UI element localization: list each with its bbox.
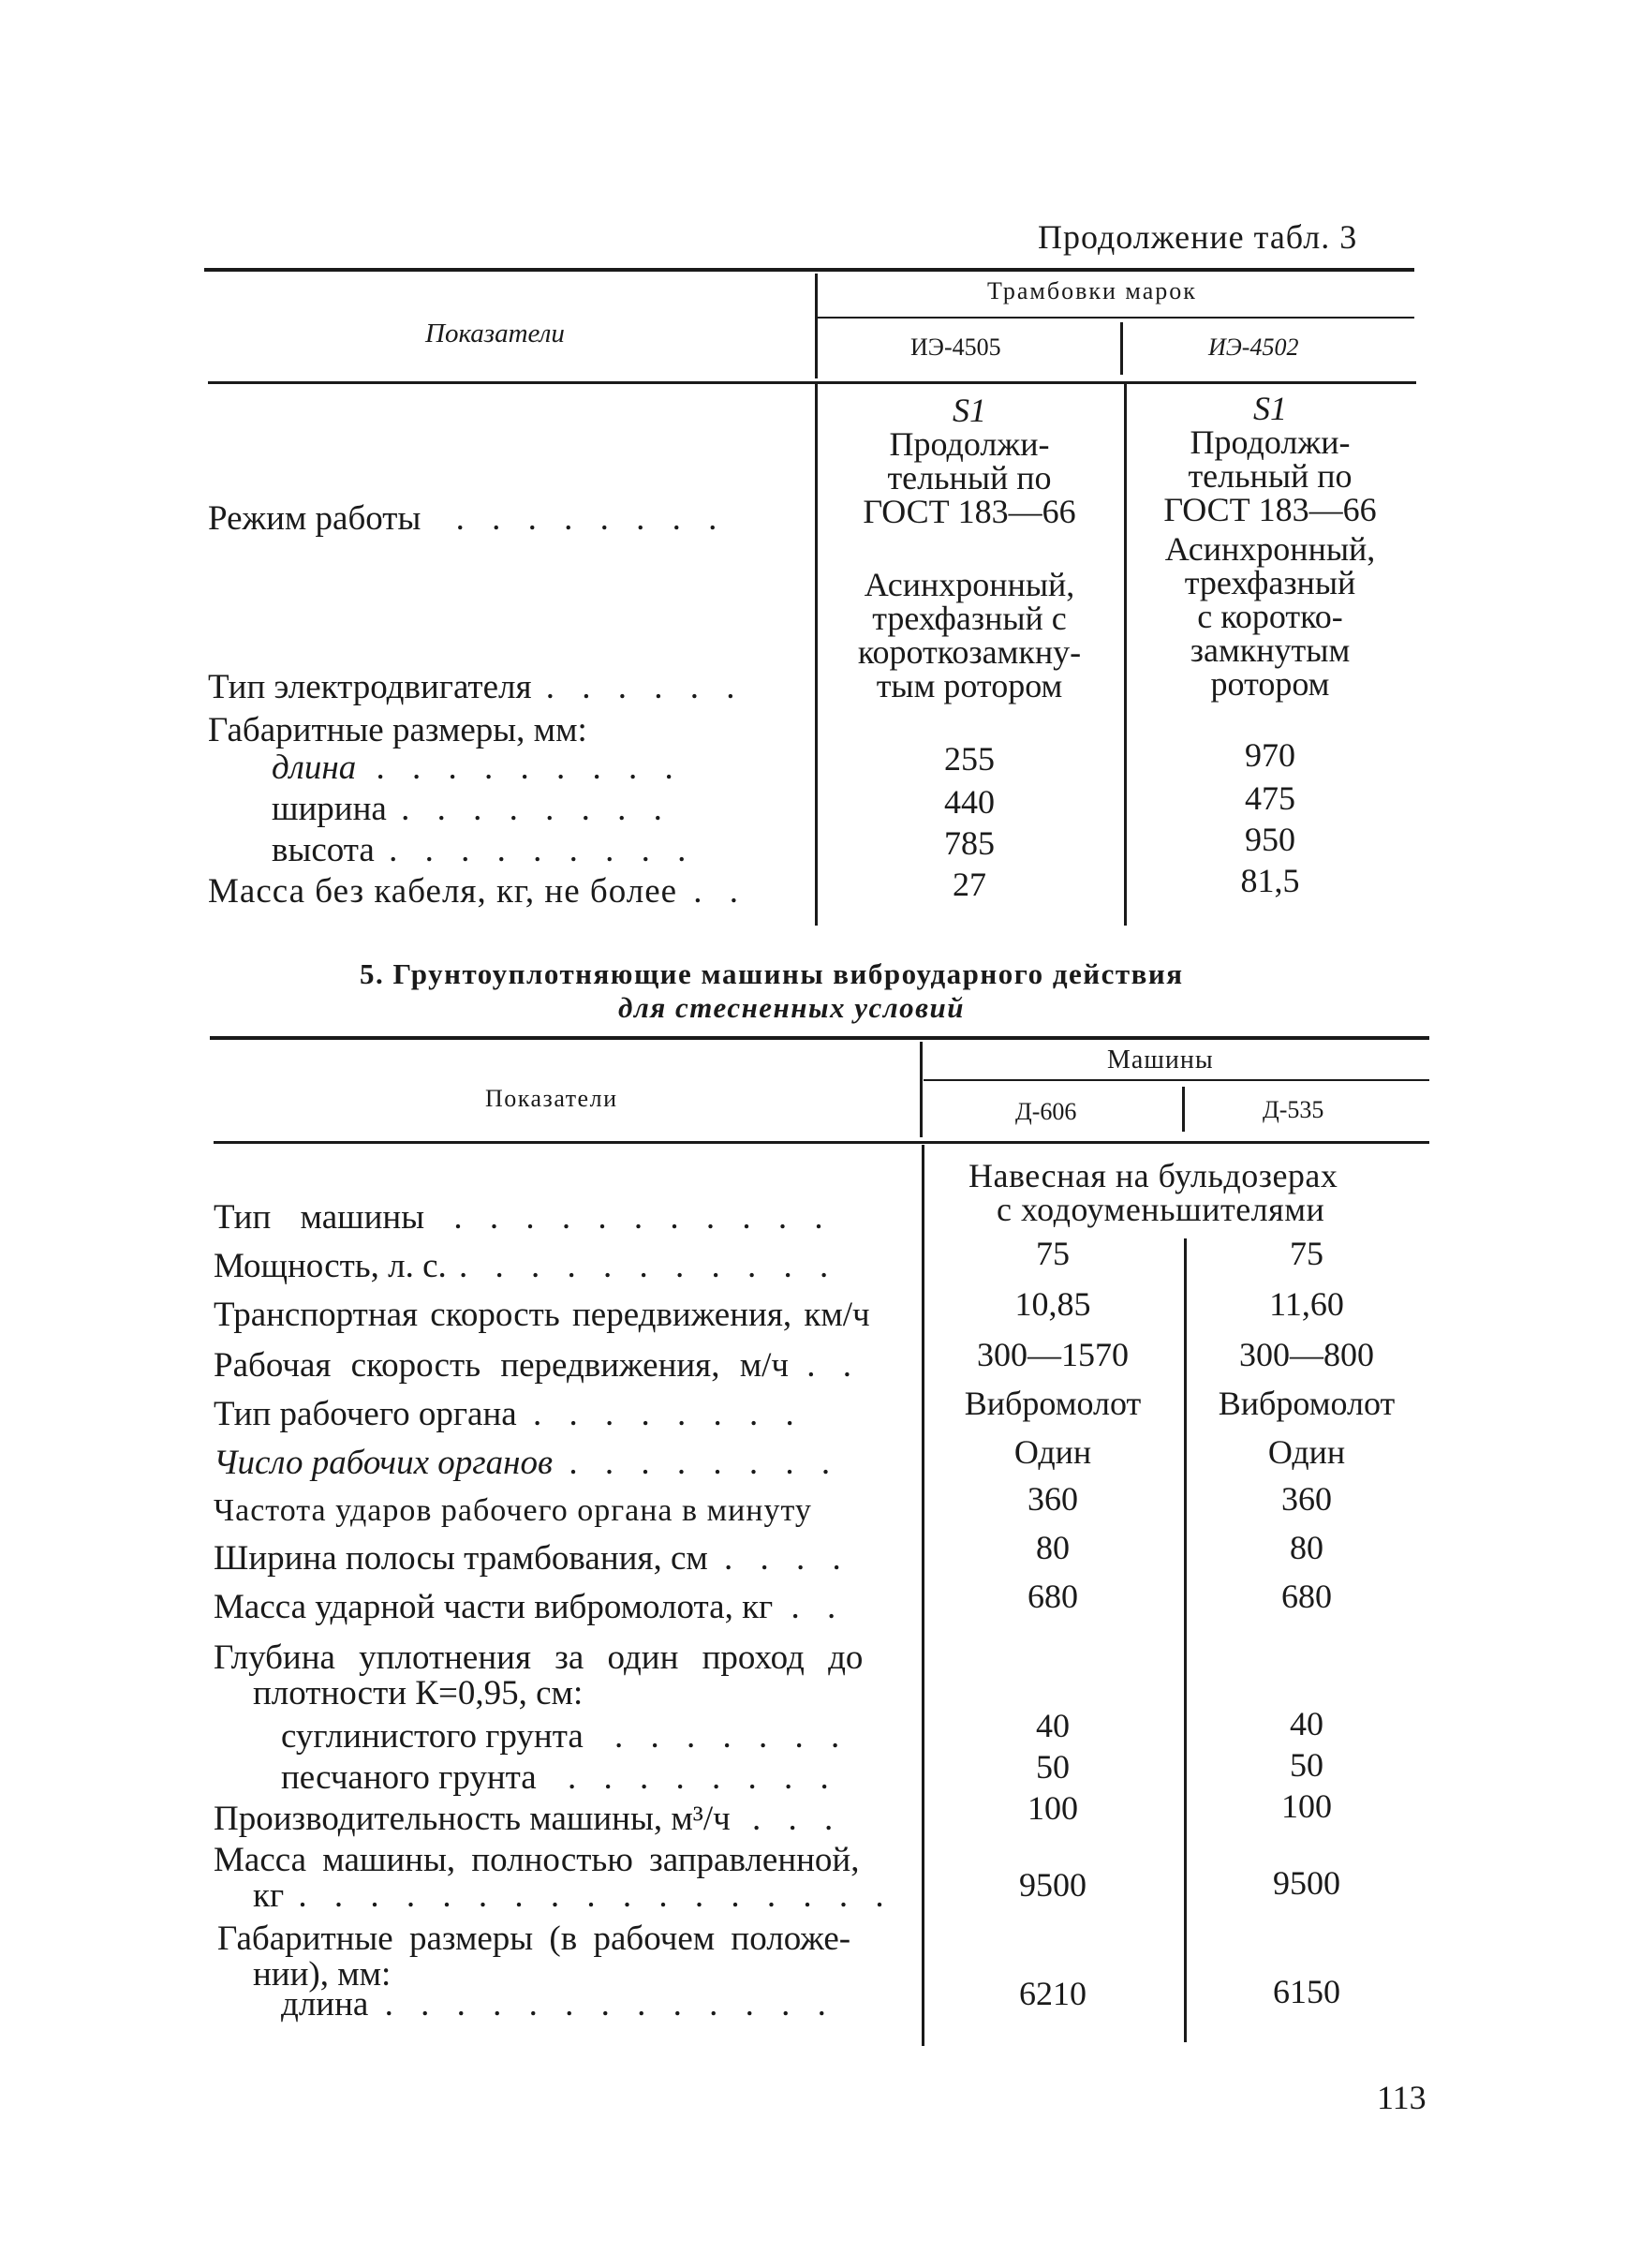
motor-col1-line: короткозамкну- bbox=[857, 633, 1082, 671]
table5-top-rule bbox=[210, 1036, 1429, 1040]
table3-motor-col1 bbox=[824, 568, 1115, 703]
row-label: Масса машины, полностью заправленной, bbox=[214, 1841, 860, 1879]
row-label: Глубина уплотнения за один проход до bbox=[214, 1638, 864, 1677]
table5-value: 40 bbox=[1036, 1707, 1070, 1744]
mode-col2-line: ГОСТ 183—66 bbox=[1163, 491, 1377, 528]
mode-col1-line: ГОСТ 183—66 bbox=[863, 493, 1076, 530]
table3-vline-mid-header bbox=[1120, 322, 1123, 375]
table3-value: 785 bbox=[944, 824, 995, 862]
table5-value: 9500 bbox=[1019, 1866, 1087, 1904]
row-dots: . . . . . . . . . . . . . bbox=[384, 1985, 835, 2023]
table3-row bbox=[208, 871, 747, 912]
table5-value: 360 bbox=[1281, 1480, 1332, 1518]
row-dots: . . . . . . . . bbox=[567, 1758, 838, 1797]
table5-vline-mid-body bbox=[1184, 1238, 1187, 2042]
table5-value: 75 bbox=[1290, 1235, 1323, 1272]
row-label: плотности К=0,95, см: bbox=[253, 1674, 584, 1712]
table5-row bbox=[214, 1197, 833, 1238]
table5-row bbox=[214, 1490, 812, 1530]
table5-value: 50 bbox=[1290, 1746, 1323, 1784]
row-dots: . . bbox=[806, 1346, 861, 1385]
table5-value: 75 bbox=[1036, 1235, 1070, 1272]
row-label: Режим работы bbox=[208, 499, 421, 538]
table5-row bbox=[214, 1538, 850, 1579]
row-label: Тип электродвигателя bbox=[208, 668, 532, 706]
motor-col1-line: тым ротором bbox=[876, 667, 1063, 704]
table3-value: 81,5 bbox=[1240, 862, 1300, 899]
row-dots: . . . . . . . . bbox=[532, 1395, 804, 1433]
table5-row bbox=[281, 1984, 835, 2024]
table3-header-rule bbox=[208, 381, 1416, 384]
table5-col1-header: Д-606 bbox=[1015, 1098, 1077, 1125]
row-dots: . . . bbox=[751, 1800, 843, 1838]
table3-mode-col2 bbox=[1130, 392, 1411, 526]
row-dots: . . . . . . bbox=[545, 668, 745, 706]
motor-col1-line: Асинхронный, bbox=[864, 566, 1075, 603]
table3-value: 255 bbox=[944, 740, 995, 778]
mode-col2-line: Продолжи- bbox=[1190, 423, 1351, 461]
table5-machine-type-line1: Навесная на бульдозерах bbox=[968, 1157, 1338, 1194]
row-dots: . . . . . . . . . bbox=[389, 831, 696, 869]
table3-row bbox=[272, 748, 683, 788]
row-label: нии), мм: bbox=[253, 1955, 392, 1994]
table5-value: 11,60 bbox=[1269, 1285, 1344, 1323]
motor-col2-line: с коротко- bbox=[1197, 598, 1343, 635]
table3-group-header: Трамбовки марок bbox=[987, 277, 1197, 304]
row-label: Ширина полосы трамбования, см bbox=[214, 1539, 708, 1578]
row-label: Габаритные размеры (в рабочем положе- bbox=[217, 1920, 851, 1958]
motor-col2-line: ротором bbox=[1210, 665, 1330, 703]
row-label: Тип машины bbox=[214, 1198, 425, 1237]
row-dots: . . . . . . . . . bbox=[376, 749, 683, 787]
row-label: Число рабочих органов bbox=[214, 1444, 554, 1482]
table5-value: Один bbox=[1013, 1433, 1092, 1471]
table5-row bbox=[214, 1840, 859, 1880]
table3-top-rule bbox=[204, 268, 1414, 272]
table3-value: 950 bbox=[1245, 821, 1295, 858]
table3-value: 27 bbox=[953, 866, 986, 903]
row-dots: . . bbox=[791, 1588, 846, 1626]
row-label: Мощность, л. с. bbox=[214, 1247, 447, 1285]
motor-col2-line: Асинхронный, bbox=[1164, 530, 1376, 568]
table5-title-line1: 5. Грунтоуплотняющие машины виброударного действия bbox=[360, 957, 1184, 990]
table3-vline-left bbox=[815, 274, 818, 378]
table3-mode-col1 bbox=[824, 393, 1115, 528]
row-label: длина bbox=[272, 749, 357, 787]
table5-value: 40 bbox=[1290, 1705, 1323, 1742]
table3-vline-mid-body bbox=[1124, 384, 1127, 926]
continuation-note: Продолжение табл. 3 bbox=[1038, 218, 1358, 256]
page-number: 113 bbox=[1377, 2079, 1427, 2116]
table5-indicators-header: Показатели bbox=[485, 1085, 618, 1112]
table5-row bbox=[214, 1443, 839, 1483]
table5-row bbox=[253, 1875, 894, 1916]
table3-group-rule bbox=[817, 317, 1414, 319]
row-dots: . . . . bbox=[724, 1539, 850, 1578]
table5-row bbox=[214, 1638, 863, 1678]
row-label: Тип рабочего органа bbox=[214, 1395, 517, 1433]
table5-value: 680 bbox=[1281, 1578, 1332, 1615]
table5-group-rule bbox=[924, 1079, 1429, 1081]
row-dots: . . bbox=[693, 872, 748, 911]
table5-value: 6210 bbox=[1019, 1975, 1087, 2012]
table5-col2-header: Д-535 bbox=[1263, 1096, 1324, 1123]
row-dots: . . . . . . . bbox=[614, 1717, 850, 1756]
mode-col2-line: тельный по bbox=[1188, 457, 1353, 495]
row-dots: . . . . . . . . bbox=[401, 790, 672, 828]
table5-value: 6150 bbox=[1273, 1973, 1340, 2010]
row-dots: . . . . . . . . . . . bbox=[459, 1247, 838, 1285]
table5-value: 100 bbox=[1027, 1789, 1078, 1827]
motor-col2-line: трехфазный bbox=[1184, 564, 1356, 601]
table3-row bbox=[208, 498, 726, 539]
table5-row bbox=[214, 1394, 804, 1434]
row-label: суглинистого грунта bbox=[281, 1717, 584, 1756]
table5-value: 680 bbox=[1027, 1578, 1078, 1615]
table5-title-line2: для стесненных условий bbox=[618, 991, 965, 1024]
row-label: Масса ударной части вибромолота, кг bbox=[214, 1588, 774, 1626]
table5-value: 300—1570 bbox=[977, 1336, 1129, 1373]
table5-row bbox=[214, 1799, 842, 1839]
table5-header-rule bbox=[214, 1141, 1429, 1144]
table5-value: 360 bbox=[1027, 1480, 1078, 1518]
row-dots: . . . . . . . . bbox=[569, 1444, 840, 1482]
table5-value: 300—800 bbox=[1239, 1336, 1374, 1373]
table5-value: 9500 bbox=[1273, 1864, 1340, 1902]
table5-group-header: Машины bbox=[1107, 1045, 1214, 1075]
row-label: высота bbox=[272, 831, 375, 869]
table3-col1-header: ИЭ-4505 bbox=[910, 334, 1001, 361]
table5-row bbox=[214, 1246, 837, 1286]
row-label: песчаного грунта bbox=[281, 1758, 537, 1797]
row-label: Производительность машины, м³/ч bbox=[214, 1800, 731, 1838]
table5-row bbox=[214, 1587, 845, 1627]
table3-value: 475 bbox=[1245, 779, 1295, 817]
table3-col2-header: ИЭ-4502 bbox=[1208, 334, 1299, 361]
mode-col2-line: S1 bbox=[1253, 390, 1287, 427]
row-dots: . . . . . . . . . . . . . . . . . bbox=[298, 1876, 894, 1915]
table5-value: Один bbox=[1267, 1433, 1346, 1471]
table3-row bbox=[208, 667, 744, 707]
table5-row bbox=[214, 1345, 861, 1386]
row-label: Рабочая скорость передвижения, м/ч bbox=[214, 1346, 789, 1385]
row-dots: . . . . . . . . bbox=[455, 499, 727, 538]
table5-row bbox=[253, 1673, 583, 1713]
row-label: длина bbox=[281, 1985, 369, 2023]
mode-col1-line: S1 bbox=[953, 392, 986, 429]
table5-value: 50 bbox=[1036, 1748, 1070, 1786]
table5-value: 10,85 bbox=[1014, 1285, 1091, 1323]
row-label: ширина bbox=[272, 790, 387, 828]
table3-value: 440 bbox=[944, 783, 995, 821]
table3-row bbox=[272, 789, 672, 829]
table3-motor-col2 bbox=[1130, 532, 1411, 701]
table5-value: Вибромолот bbox=[1218, 1385, 1396, 1422]
table5-value: 80 bbox=[1290, 1529, 1323, 1566]
row-dots: . . . . . . . . . . . bbox=[453, 1198, 833, 1237]
table5-row bbox=[217, 1919, 850, 1959]
mode-col1-line: тельный по bbox=[887, 459, 1052, 497]
table5-row bbox=[281, 1716, 849, 1757]
table5-row bbox=[281, 1757, 838, 1798]
mode-col1-line: Продолжи- bbox=[889, 425, 1050, 463]
table5-value: 100 bbox=[1281, 1787, 1332, 1825]
row-label: Частота ударов рабочего органа в минуту bbox=[214, 1493, 812, 1528]
table5-vline-left-header bbox=[920, 1042, 923, 1137]
table3-value: 970 bbox=[1245, 736, 1295, 774]
table5-vline-mid-header bbox=[1182, 1087, 1185, 1132]
table5-vline-left-body bbox=[922, 1145, 924, 2046]
table3-indicators-header: Показатели bbox=[425, 319, 565, 348]
table3-row bbox=[272, 830, 695, 870]
row-label: Транспортная скорость передвижения, км/ч bbox=[214, 1296, 870, 1334]
table5-row bbox=[214, 1295, 870, 1335]
table5-machine-type-line2: с ходоуменьшителями bbox=[997, 1191, 1325, 1228]
row-label: Габаритные размеры, мм: bbox=[208, 711, 587, 749]
row-label: Масса без кабеля, кг, не более bbox=[208, 872, 678, 911]
table3-row bbox=[208, 710, 587, 750]
motor-col2-line: замкнутым bbox=[1190, 631, 1351, 669]
motor-col1-line: трехфазный с bbox=[872, 600, 1067, 637]
table5-value: Вибромолот bbox=[964, 1385, 1142, 1422]
table5-value: 80 bbox=[1036, 1529, 1070, 1566]
row-label: кг bbox=[253, 1876, 285, 1915]
table3-vline-left-body bbox=[815, 384, 818, 926]
